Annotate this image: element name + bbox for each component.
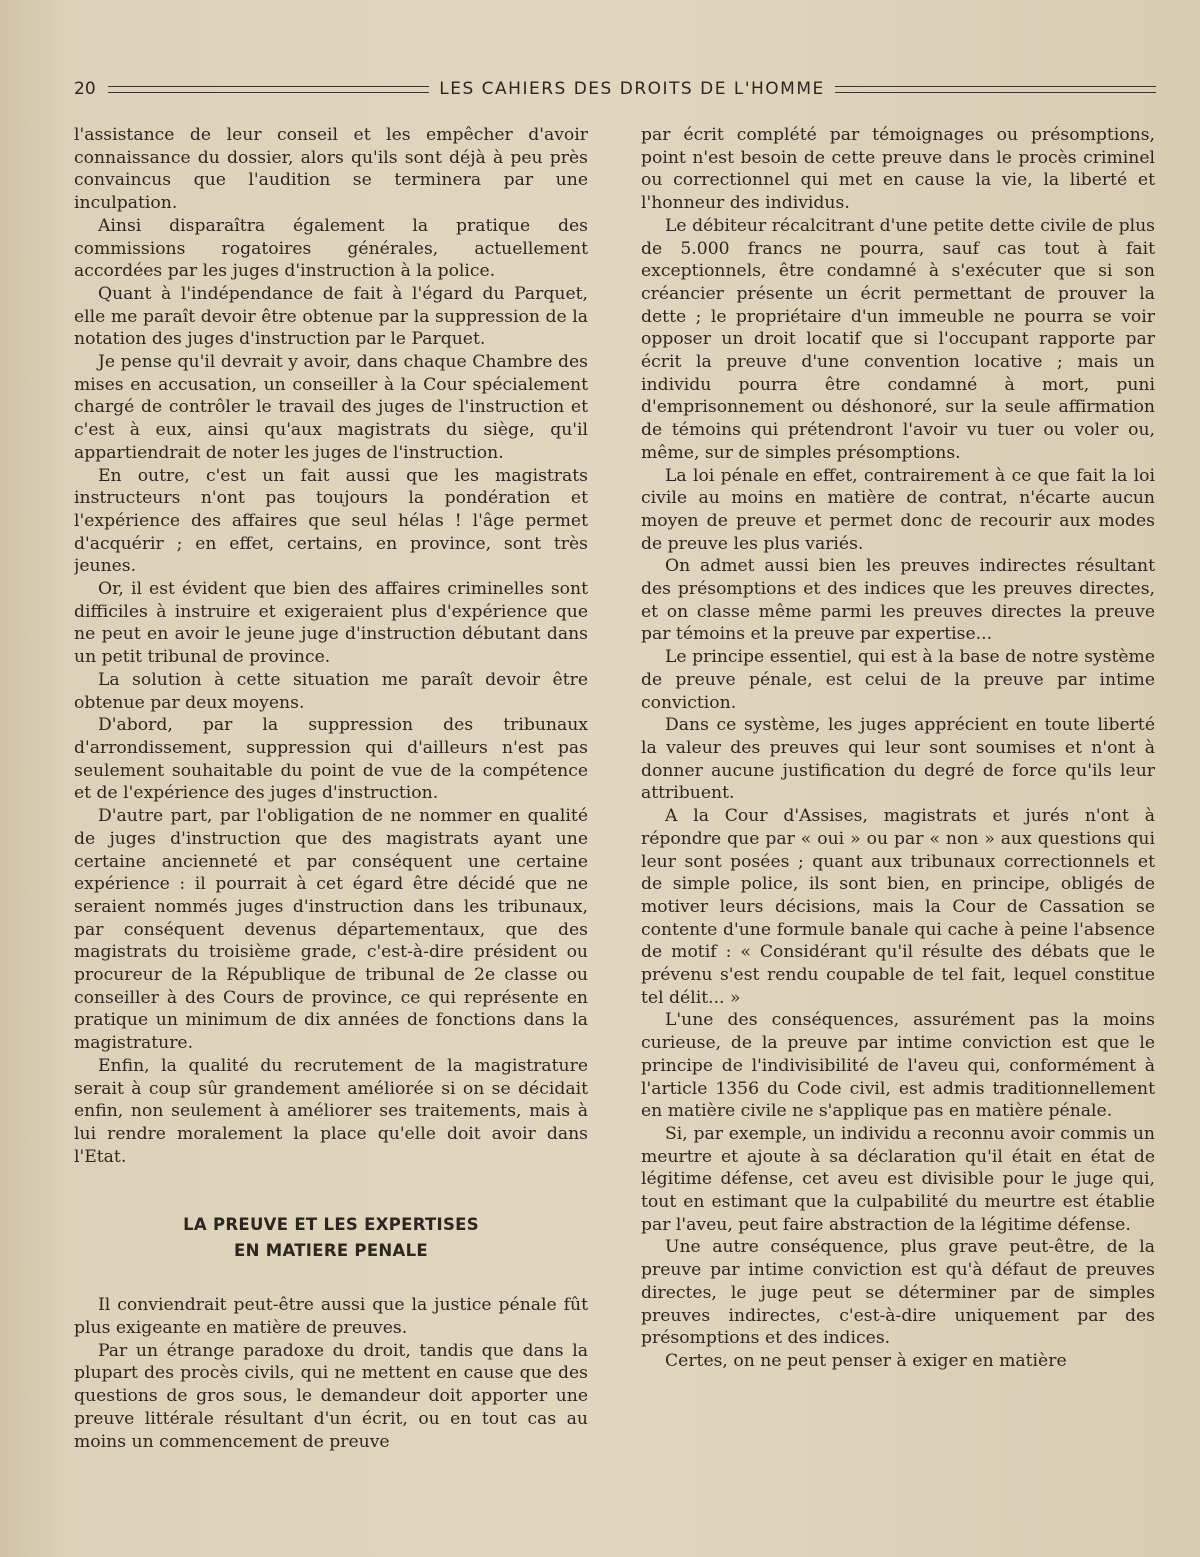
- paragraph: Or, il est évident que bien des affaires criminelles sont difficiles à instruire et exigeraient plus d'expérience que ne peut en avoir le jeune juge d'instruction débutant dans un petit tribunal de province.: [74, 579, 588, 668]
- paragraph: l'assistance de leur conseil et les empêcher d'avoir connaissance du dossier, alors qu'ils sont déjà à peu près convaincus que l'audition se terminera par une inculpation.: [74, 125, 588, 214]
- paragraph: Je pense qu'il devrait y avoir, dans chaque Chambre des mises en accusation, un conseiller à la Cour spécialement chargé de contrôler le travail des juges de l'instruction et c'est à eux, ainsi qu'aux magistrats du siège, qu'il appartiendrait de noter les juges de l'instruction.: [74, 352, 588, 463]
- paragraph: Certes, on ne peut penser à exiger en matière: [665, 1350, 1067, 1371]
- paragraph: Dans ce système, les juges apprécient en toute liberté la valeur des preuves qui leur sont soumises et n'ont à donner aucune justification du degré de force qu'ils leur attribuent.: [641, 715, 1155, 804]
- paragraph: par écrit complété par témoignages ou présomptions, point n'est besoin de cette preuve dans le procès criminel ou correctionnel qui met en cause la vie, la liberté et l'honneur des individus.: [641, 125, 1155, 214]
- paragraph: Par un étrange paradoxe du droit, tandis que dans la plupart des procès civils, qui ne mettent en cause que des questions de gros sous, le demandeur doit apporter une preuve littérale résultant d'un écrit, ou en tout cas au moins un commencement de preuve: [74, 1340, 588, 1452]
- paragraph: Une autre conséquence, plus grave peut-être, de la preuve par intime conviction est qu'à défaut de preuves directes, le juge peut se déterminer par de simples preuves indirectes, c'est-à-dire uniquement par des présomptions et des indices.: [641, 1237, 1155, 1349]
- paragraph: D'autre part, par l'obligation de ne nommer en qualité de juges d'instruction que des magistrats ayant une certaine ancienneté et par conséquent une certaine expérience : il pourrait à cet égard être décidé que ne seraient nommés juges d'instruction dans les tribunaux, par conséquent devenus départementaux, que des magistrats du troisième grade, c'est-à-dire président ou procureur de la République de tribunal de 2e classe ou conseiller à des Cours de province, ce qui représente en pratique un minimum de dix années de fonctions dans la magistrature.: [74, 806, 588, 1054]
- paragraph: On admet aussi bien les preuves indirectes résultant des présomptions et des indices que les preuves directes, et on classe même parmi les preuves directes la preuve par témoins et la preuve par expertise...: [641, 556, 1155, 645]
- paragraph: Ainsi disparaîtra également la pratique des commissions rogatoires générales, actuellement accordées par les juges d'instruction à la police.: [74, 215, 588, 282]
- paragraph: Le débiteur récalcitrant d'une petite dette civile de plus de 5.000 francs ne pourra, sauf cas tout à fait exceptionnels, être condamné à s'exécuter que si son créancier présente un écrit permettant de prouver la dette ; le propriétaire d'un immeuble ne pourra se voir opposer un droit locatif que si l'occupant rapporte par écrit la preuve d'une convention locative ; mais un individu pourra être condamné à mort, puni d'emprisonnement ou déshonoré, sur la seule affirmation de témoins qui prétendront l'avoir vu tuer ou voler ou, même, sur de simples présomptions.: [641, 215, 1155, 463]
- section-heading-line: EN MATIERE PENALE: [234, 1241, 428, 1261]
- header-rule-right: [835, 86, 1156, 93]
- paragraph: L'une des conséquences, assurément pas la moins curieuse, de la preuve par intime conviction est que le principe de l'indivisibilité de l'aveu qui, conformément à l'article 1356 du Code civil, est admis traditionnellement en matière civile ne s'applique pas en matière pénale.: [641, 1010, 1155, 1122]
- paragraph: La solution à cette situation me paraît devoir être obtenue par deux moyens.: [74, 669, 588, 713]
- section-heading: [74, 1212, 588, 1264]
- page-header: [74, 76, 1156, 102]
- paragraph: En outre, c'est un fait aussi que les magistrats instructeurs n'ont pas toujours la pondération et l'expérience des affaires que seul hélas ! l'âge permet d'acquérir ; en effet, certains, en province, sont très jeunes.: [74, 465, 588, 577]
- paragraph: Enfin, la qualité du recrutement de la magistrature serait à coup sûr grandement améliorée si on se décidait enfin, non seulement à améliorer ses traitements, mais à lui rendre moralement la place qu'elle doit avoir dans l'Etat.: [74, 1055, 588, 1167]
- paragraph: D'abord, par la suppression des tribunaux d'arrondissement, suppression qui d'ailleurs n'est pas seulement souhaitable du point de vue de la compétence et de l'expérience des juges d'instruction.: [74, 715, 588, 804]
- section-heading-line: LA PREUVE ET LES EXPERTISES: [183, 1215, 479, 1235]
- running-title: LES CAHIERS DES DROITS DE L'HOMME: [439, 79, 825, 99]
- paragraph: La loi pénale en effet, contrairement à ce que fait la loi civile au moins en matière de contrat, n'écarte aucun moyen de preuve et permet donc de recourir aux modes de preuve les plus variés.: [641, 465, 1155, 554]
- page-number: 20: [74, 79, 96, 99]
- paragraph: Il conviendrait peut-être aussi que la justice pénale fût plus exigeante en matière de preuves.: [74, 1295, 588, 1339]
- left-column: [74, 124, 588, 1539]
- paragraph: Le principe essentiel, qui est à la base de notre système de preuve pénale, est celui de la preuve par intime conviction.: [641, 647, 1155, 713]
- paragraph: Quant à l'indépendance de fait à l'égard du Parquet, elle me paraît devoir être obtenue par la suppression de la notation des juges d'instruction par le Parquet.: [74, 283, 588, 350]
- header-rule-left: [108, 86, 429, 93]
- right-column: [641, 124, 1155, 1539]
- paragraph: Si, par exemple, un individu a reconnu avoir commis un meurtre et ajoute à sa déclaration qu'il était en état de légitime défense, cet aveu est divisible pour le juge qui, tout en estimant que la culpabilité du meurtre est établie par l'aveu, peut faire abstraction de la légitime défense.: [641, 1123, 1155, 1235]
- paragraph: A la Cour d'Assises, magistrats et jurés n'ont à répondre que par « oui » ou par « non » aux questions qui leur sont posées ; quant aux tribunaux correctionnels et de simple police, ils sont bien, en principe, obligés de motiver leurs décisions, mais la Cour de Cassation se contente d'une formule banale qui cache à peine l'absence de motif : « Considérant qu'il résulte des débats que le prévenu s'est rendu coupable de tel fait, lequel constitue tel délit... »: [641, 806, 1155, 1008]
